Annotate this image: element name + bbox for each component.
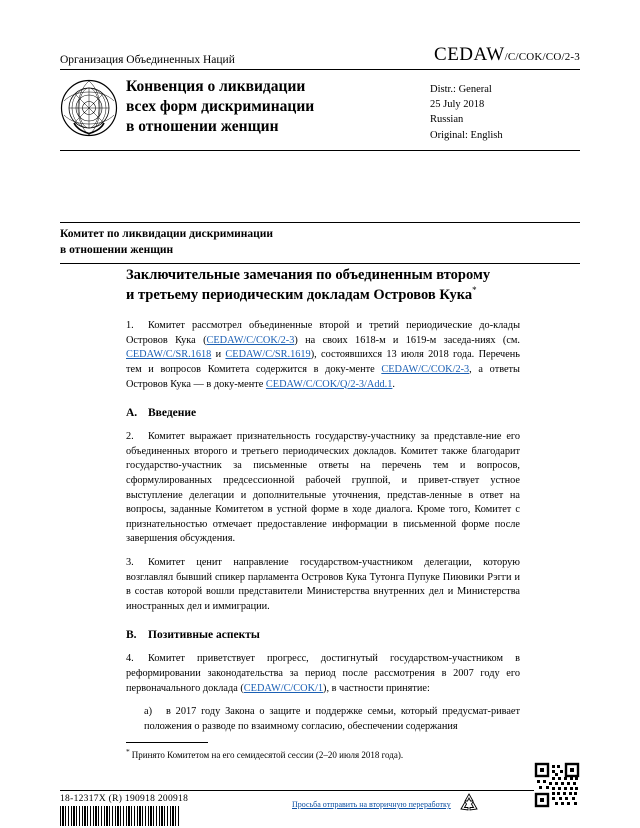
committee-rule-top: [60, 222, 580, 223]
barcode: [60, 806, 180, 826]
header-rule-bottom: [60, 150, 580, 151]
link-cedaw-c-sr-1618[interactable]: CEDAW/C/SR.1618: [126, 349, 212, 361]
section-a-label: A.: [126, 407, 138, 420]
symbol-main: CEDAW: [434, 44, 505, 65]
footnote-block: [126, 742, 520, 761]
document-symbol: [434, 44, 580, 66]
committee-name-line-2: в отношении женщин: [60, 243, 174, 256]
link-cedaw-c-cok-2-3-b[interactable]: CEDAW/C/COK/2-3: [381, 363, 470, 375]
footnote-text: Принято Комитетом на его семидесятой сессии (2–20 июля 2018 года).: [131, 750, 404, 760]
paragraph-1-number: 1.: [126, 320, 134, 332]
subitem-a: [144, 705, 520, 734]
paragraph-4: [126, 652, 520, 696]
distribution-line-4: Original: English: [430, 129, 503, 141]
p1-t6: ), состоявшихся 13 июля 2018 года. Перечень тем и вопросов Комитета содержится в доку-менте: [126, 349, 520, 375]
symbol-suffix: /C/COK/CO/2-3: [504, 51, 580, 63]
convention-title-line-2: всех форм дискриминации: [126, 98, 315, 116]
header-rule-top: [60, 69, 580, 70]
p3-text: Комитет ценит направление государством-участником делегации, которую возглавлял бывший спикер парламента Островов Кука Тутонга Пупуке Пиювики Рэгги и в состав которой вошли представители Министерства внутренних дел и Министерства иностранных дел и иммиграции.: [126, 556, 520, 612]
distribution-line-2: 25 July 2018: [430, 99, 485, 111]
p2-text: Комитет выражает признательность государству-участнику за представле-ние его объединенных второго и третьего периодических докладов. Комитет также благодарит государство-участник за письменные ответы на перечень тем и вопросов, сформулированных предсессионной рабочей группой, и привет-ствует устное выступление делегации и дополнительные уточнения, представ-ленные в ответ на вопросы, заданные Комитетом в устной форме в ходе диалога. Кроме того, Комитет с признательностью отмечает предоставление информации в письменной форме после завершения обсуждения.: [126, 431, 520, 545]
p4-t0: Комитет приветствует прогресс, достигнутый государством-участником в реформировании законодательства за период после рассмотрения в 2007 году его первоначального доклада (: [126, 653, 520, 694]
convention-title-line-1: Конвенция о ликвидации: [126, 78, 306, 95]
convention-title: [126, 77, 430, 137]
page-title: [126, 266, 520, 305]
recycle-note: Просьба отправить на вторичную переработку: [292, 800, 451, 809]
footer-left: [60, 794, 188, 826]
paragraph-4-number: 4.: [126, 653, 134, 665]
p4-t2: ), в частности принятие:: [323, 682, 430, 694]
p1-t8: , а ответы Островов Кука — в доку-менте: [126, 363, 520, 390]
un-emblem-icon: [60, 79, 118, 137]
page-title-line-1: Заключительные замечания по объединенным второму: [126, 267, 491, 283]
p1-t4: и: [211, 349, 226, 361]
paragraph-2-number: 2.: [126, 431, 134, 443]
link-cedaw-c-cok-1[interactable]: CEDAW/C/COK/1: [243, 682, 324, 694]
paragraph-2: [126, 430, 520, 547]
link-cedaw-c-sr-1619[interactable]: CEDAW/C/SR.1619: [225, 349, 311, 361]
distribution-info: [430, 82, 580, 143]
distribution-line-3: Russian: [430, 114, 464, 126]
section-a-title: Введение: [148, 407, 197, 420]
link-cedaw-c-cok-q-2-3-add1[interactable]: CEDAW/C/COK/Q/2-3/Add.1: [265, 378, 393, 390]
section-heading-positive-aspects: [126, 628, 520, 643]
un-header-line: [60, 44, 580, 68]
section-b-title: Позитивные аспекты: [148, 629, 260, 642]
qr-code: [534, 762, 580, 808]
footnote-text-row: [126, 747, 520, 761]
committee-rule-bottom: [60, 263, 580, 264]
footnote-rule: [126, 742, 208, 743]
distribution-line-1: Distr.: General: [430, 84, 492, 95]
title-block: [60, 77, 580, 143]
p1-t0: Комитет рассмотрел объединенные второй и третий периодические до-клады Островов Кука (: [126, 320, 520, 346]
paragraph-3: [126, 556, 520, 614]
footer-row: [60, 794, 580, 828]
committee-block: [60, 222, 580, 264]
recycle-icon: [458, 792, 480, 814]
footer-rule: [60, 790, 580, 791]
document-footer: [60, 790, 580, 828]
convention-title-line-3: в отношении женщин: [126, 118, 279, 136]
committee-name-line-1: Комитет по ликвидации дискриминации: [60, 228, 274, 240]
paragraph-3-number: 3.: [126, 556, 134, 568]
job-number: 18-12317X (R) 190918 200918: [60, 794, 189, 804]
organization-name: Организация Объединенных Наций: [60, 54, 235, 66]
p1-t10: .: [392, 378, 395, 390]
subitem-a-text: в 2017 году Закона о защите и поддержке семьи, который предусмат-ривает положения о разводе по взаимному согласию, обеспечении содержания: [144, 706, 520, 732]
link-cedaw-c-cok-2-3-a[interactable]: CEDAW/C/COK/2-3: [206, 334, 295, 346]
footnote-mark: *: [126, 747, 130, 756]
section-b-label: B.: [126, 629, 137, 642]
document-body: [126, 266, 520, 743]
p1-t2: ) на своих 1618-м и 1619-м заседа-ниях (см.: [294, 334, 520, 346]
subitem-a-number: a): [144, 706, 152, 718]
page-title-line-2: и третьему периодическим докладам Островов Кука: [126, 286, 473, 303]
title-footnote-mark: *: [472, 285, 477, 296]
section-heading-introduction: [126, 406, 520, 421]
document-header: [60, 44, 580, 151]
paragraph-1: [126, 319, 520, 392]
